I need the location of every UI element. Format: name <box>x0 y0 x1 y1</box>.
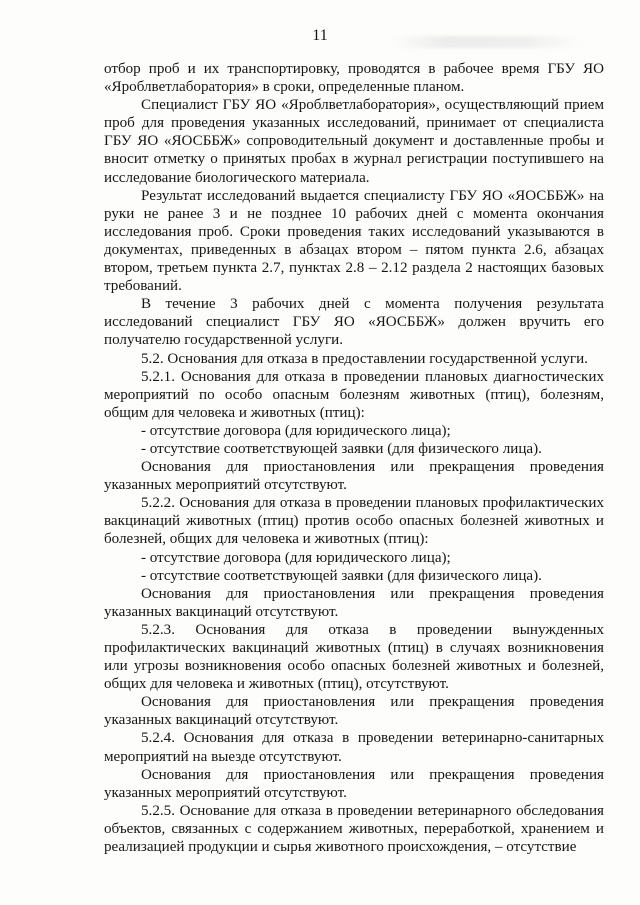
paragraph-suspension-vaccinations: Основания для приостановления или прекращения проведения указанных вакцинаций отсутствуют. <box>104 694 604 729</box>
paragraph-suspension-measures: Основания для приостановления или прекращения проведения указанных мероприятий отсутствуют. <box>104 459 604 494</box>
document-body <box>104 60 604 856</box>
paragraph-suspension-measures: Основания для приостановления или прекращения проведения указанных мероприятий отсутствуют. <box>104 766 604 801</box>
paragraph-5-2-5: 5.2.5. Основание для отказа в проведении ветеринарного обследования объектов, связанных с содержанием животных, переработкой, хранением и реализацией продукции и сырья животного происхождения, – отсутствие <box>104 802 604 856</box>
paragraph-5-2-1: 5.2.1. Основания для отказа в проведении плановых диагностических мероприятий по особо опасным болезням животных (птиц), болезням, общим для человека и животных (птиц): <box>104 368 604 421</box>
list-item-no-request: - отсутствие соответствующей заявки (для физического лица). <box>141 567 542 584</box>
paragraph-results-delivery: В течение 3 рабочих дней с момента получения результата исследований специалист ГБУ ЯО «ЯОСББЖ» должен вручить его получателю государственной услуги. <box>104 296 604 349</box>
page-number: 11 <box>312 27 328 44</box>
paragraph-suspension-vaccinations: Основания для приостановления или прекращения проведения указанных вакцинаций отсутствуют. <box>104 585 604 620</box>
paragraph-continuation: отбор проб и их транспортировку, проводятся в рабочее время ГБУ ЯО «Яроблветлаборатория» в сроки, определенные планом. <box>104 61 604 96</box>
list-item-no-contract: - отсутствие договора (для юридического лица); <box>141 549 451 566</box>
list-item-no-contract: - отсутствие договора (для юридического лица); <box>141 422 451 439</box>
paragraph-specialist-reception: Специалист ГБУ ЯО «Яроблветлаборатория», осуществляющий прием проб для проведения указанных исследований, принимает от специалиста ГБУ ЯО «ЯОСББЖ» сопроводительный документ и доставленные пробы и вносит отметку о принятых пробах в журнал регистрации поступившего на исследование биологического материала. <box>104 97 604 186</box>
paragraph-refusal-grounds-heading: 5.2. Основания для отказа в предоставлении государственной услуги. <box>141 350 588 367</box>
paragraph-5-2-4: 5.2.4. Основания для отказа в проведении ветеринарно-санитарных мероприятий на выезде отсутствуют. <box>104 730 604 765</box>
paragraph-5-2-2: 5.2.2. Основания для отказа в проведении плановых профилактических вакцинаций животных (птиц) против особо опасных болезней животных и болезней, общих для человека и животных (птиц): <box>104 495 604 548</box>
list-item-no-request: - отсутствие соответствующей заявки (для физического лица). <box>141 440 542 457</box>
paragraph-5-2-3: 5.2.3. Основания для отказа в проведении вынужденных профилактических вакцинаций животных (птиц) в случаях возникновения или угрозы возникновения особо опасных болезней животных и болезней, общих для человека и животных (птиц), отсутствуют. <box>104 621 604 693</box>
paragraph-results-issuance: Результат исследований выдается специалисту ГБУ ЯО «ЯОСББЖ» на руки не ранее 3 и не позднее 10 рабочих дней с момента окончания исследования проб. Сроки проведения таких исследований указываются в документах, приведенных в абзацах втором – пятом пункта 2.6, абзацах втором, третьем пункта 2.7, пунктах 2.8 – 2.12 раздела 2 настоящих базовых требований. <box>104 187 604 295</box>
